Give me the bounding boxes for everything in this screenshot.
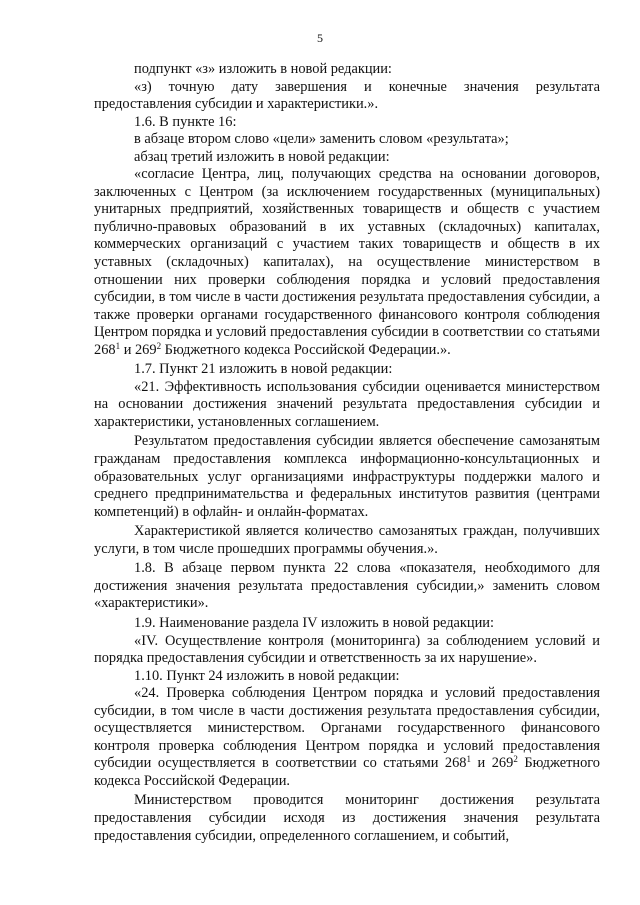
superscript-1: 1 bbox=[115, 340, 121, 351]
paragraph-section-iv-title: «IV. Осуществление контроля (мониторинга) за соблюдением условий и порядка предоставления субсидии и ответственность за их нарушение». bbox=[94, 632, 600, 667]
paragraph-result-definition: Результатом предоставления субсидии является обеспечение самозанятым гражданам предоставления комплекса информационно-консультационных и образовательных услуг организациями инфраструктуры поддержки малого и среднего предпринимательства и федеральных институтов развития (центрами компетенций) в офлайн- и онлайн-форматах. bbox=[94, 433, 600, 520]
consent-text-part-3: Бюджетного кодекса Российской Федерации.». bbox=[161, 341, 451, 358]
paragraph-1-6-third-intro: абзац третий изложить в новой редакции: bbox=[134, 148, 390, 165]
paragraph-point-24 bbox=[94, 685, 600, 790]
paragraph-characteristic: Характеристикой является количество самозанятых граждан, получивших услуги, в том числе прошедших программы обучения.». bbox=[94, 523, 600, 557]
paragraph-subpoint-z-intro: подпункт «з» изложить в новой редакции: bbox=[134, 61, 392, 77]
document-body bbox=[94, 61, 600, 845]
paragraph-consent-text bbox=[94, 166, 600, 359]
point-24-part-3: Бюджетного кодекса Российской Федерации. bbox=[94, 755, 601, 789]
paragraph-1-6-heading: 1.6. В пункте 16: bbox=[134, 113, 237, 130]
paragraph-1-10-heading: 1.10. Пункт 24 изложить в новой редакции: bbox=[134, 667, 400, 684]
paragraph-1-7-heading: 1.7. Пункт 21 изложить в новой редакции: bbox=[134, 361, 393, 378]
page-number: 5 bbox=[317, 31, 323, 45]
paragraph-monitoring: Министерством проводится мониторинг достижения результата предоставления субсидии исходя из достижения значения результата предоставления субсидии, определенного соглашением, и событий, bbox=[94, 792, 600, 844]
paragraph-1-9-heading: 1.9. Наименование раздела IV изложить в новой редакции: bbox=[134, 614, 495, 631]
point-24-part-2: и 269 bbox=[471, 755, 514, 772]
superscript-2: 2 bbox=[513, 754, 518, 765]
paragraph-1-8: 1.8. В абзаце первом пункта 22 слова «показателя, необходимого для достижения значения результата предоставления субсидии,» заменить словом «характеристики». bbox=[94, 560, 600, 612]
superscript-2: 2 bbox=[156, 340, 162, 351]
point-24-part-1: «24. Проверка соблюдения Центром порядка и условий предоставления субсидии, в том числе в части достижения результата предоставления субсидии, осуществляется министерством. Органами государственного финансового контроля проверка соблюдения Центром порядка и условий предоставления субсидии осуществляется в соответствии со статьями 268 bbox=[94, 685, 600, 772]
consent-text-part-2: и 269 bbox=[120, 341, 157, 358]
superscript-1: 1 bbox=[466, 754, 472, 765]
paragraph-1-6-replace-word: в абзаце втором слово «цели» заменить словом «результата»; bbox=[134, 131, 509, 148]
consent-text-part-1: «согласие Центра, лиц, получающих средства на основании договоров, заключенных с Центром (за исключением государственных (муниципальных) унитарных предприятий, хозяйственных товариществ и обществ с участием публично-правовых образований в их уставных (складочных) капиталах, коммерческих организаций с участием таких товариществ и обществ в их уставных (складочных) капиталах), на осуществление министерством в отношении них проверки соблюдения порядка и условий предоставления субсидии, в том числе в части достижения результата предоставления субсидии, а также проверки органами государственного финансового контроля соблюдения Центром порядка и условий предоставления субсидии в соответствии со статьями 268 bbox=[94, 166, 600, 358]
paragraph-point-21: «21. Эффективность использования субсидии оценивается министерством на основании достижения значений результата предоставления субсидии и характеристики, установленных соглашением. bbox=[94, 378, 600, 430]
paragraph-subpoint-z-text: «з) точную дату завершения и конечные значения результата предоставления субсидии и характеристики.». bbox=[94, 78, 600, 113]
